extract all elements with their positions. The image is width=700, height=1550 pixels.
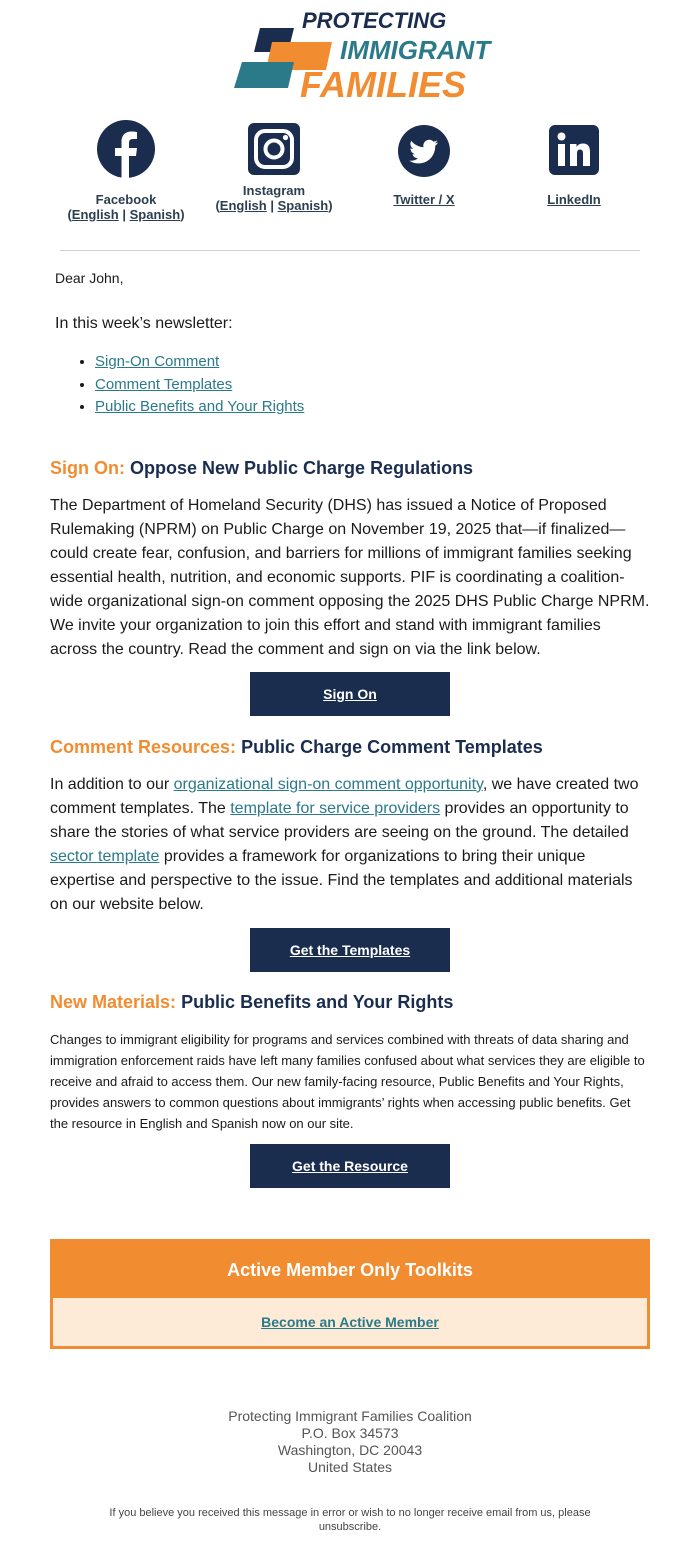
facebook-english-link[interactable]: English <box>71 207 119 222</box>
linkedin-link[interactable]: LinkedIn <box>547 192 601 207</box>
paren-close: ) <box>328 198 333 213</box>
member-box-title: Active Member Only Toolkits <box>227 1259 473 1280</box>
separator: | <box>270 198 274 213</box>
section-heading-sign-on <box>50 458 473 479</box>
twitter-link[interactable]: Twitter / X <box>393 192 455 207</box>
heading-title: Public Benefits and Your Rights <box>181 992 454 1012</box>
body-text: provides a framework for organizations to bring their unique expertise and perspective to the issue. Find the templates and additional materials on our website below. <box>50 848 633 913</box>
linkedin-icon[interactable] <box>549 125 599 175</box>
service-provider-template-link[interactable]: template for service providers <box>230 800 441 817</box>
footer-po: P.O. Box 34573 <box>301 1425 399 1441</box>
social-twitter <box>354 120 494 207</box>
body-text: In addition to our <box>50 776 174 793</box>
newsletter-intro: In this week’s newsletter: <box>55 315 233 332</box>
instagram-lang-links <box>204 198 344 213</box>
divider <box>60 250 640 251</box>
unsubscribe-notice[interactable]: If you believe you received this message in error or wish to no longer receive email from us, please unsubscribe. <box>109 1507 591 1533</box>
twitter-icon[interactable] <box>398 125 450 177</box>
sector-template-link[interactable]: sector template <box>50 848 160 865</box>
pif-logo[interactable] <box>232 8 491 105</box>
heading-accent: New Materials: <box>50 992 177 1012</box>
footer-country: United States <box>307 1459 393 1475</box>
list-item <box>95 351 304 374</box>
body-text: provides an opportunity to share the stories of what service providers are seeing on the ground. The detailed <box>50 800 629 841</box>
toc-link-templates[interactable]: Comment Templates <box>95 375 233 393</box>
newsletter-toc <box>55 351 304 419</box>
section-body-sign-on: The Department of Homeland Security (DHS) has issued a Notice of Proposed Rulemaking (NPRM) on Public Charge on November 19, 2025 that—if finalized—could create fear, confusion, and barriers for millions of immigrant families seeking essential health, nutrition, and economic supports. PIF is coordinating a coalition-wide organizational sign-on comment opposing the 2025 DHS Public Charge NPRM. We invite your organization to join this effort and stand with immigrant families across the country. Read the comment and sign on via the link below. <box>50 497 650 658</box>
get-templates-button[interactable]: Get the Templates <box>250 928 450 972</box>
section-body-templates <box>50 773 650 917</box>
paren-open: ( <box>67 207 72 222</box>
instagram-label: Instagram <box>242 183 306 198</box>
logo-line-1: PROTECTING <box>302 8 447 33</box>
facebook-spanish-link[interactable]: Spanish <box>129 207 181 222</box>
get-resource-button[interactable]: Get the Resource <box>250 1144 450 1188</box>
paren-close: ) <box>180 207 185 222</box>
member-toolkits-box <box>50 1239 650 1349</box>
footer-org: Protecting Immigrant Families Coalition <box>228 1408 472 1424</box>
facebook-lang-links <box>56 207 196 222</box>
section-heading-benefits <box>50 992 453 1013</box>
sign-on-opportunity-link[interactable]: organizational sign-on comment opportunity <box>173 776 483 793</box>
footer-address <box>0 1408 700 1476</box>
social-linkedin <box>504 120 644 207</box>
instagram-icon[interactable] <box>248 123 300 175</box>
separator: | <box>122 207 126 222</box>
heading-accent: Comment Resources: <box>50 737 237 757</box>
social-facebook <box>56 120 196 222</box>
footer-city: Washington, DC 20043 <box>277 1442 423 1458</box>
body-text: , we have created two comment templates. The <box>50 776 639 817</box>
greeting: Dear John, <box>55 270 124 286</box>
logo-line-3: FAMILIES <box>300 64 467 105</box>
become-member-link[interactable]: Become an Active Member <box>261 1314 439 1330</box>
social-instagram <box>204 120 344 213</box>
facebook-icon[interactable] <box>97 120 155 178</box>
section-heading-templates <box>50 737 543 758</box>
heading-title: Public Charge Comment Templates <box>241 737 543 757</box>
toc-link-benefits[interactable]: Public Benefits and Your Rights <box>95 398 305 415</box>
member-box-footer <box>53 1298 647 1346</box>
instagram-spanish-link[interactable]: Spanish <box>277 198 329 213</box>
list-item <box>95 374 304 397</box>
list-item <box>95 396 304 419</box>
heading-title: Oppose New Public Charge Regulations <box>130 458 474 478</box>
logo-line-2: IMMIGRANT <box>340 35 491 65</box>
section-body-benefits: Changes to immigrant eligibility for programs and services combined with threats of data sharing and immigration enforcement raids have left many families confused about what services they are eligible to receive and afraid to access them. Our new family-facing resource, Public Benefits and Your Rights, provides answers to common questions about immigrants’ rights when accessing public benefits. Get the resource in English and Spanish now on our site. <box>50 1032 645 1131</box>
heading-accent: Sign On: <box>50 458 125 478</box>
sign-on-button[interactable]: Sign On <box>250 672 450 716</box>
instagram-english-link[interactable]: English <box>219 198 267 213</box>
facebook-label: Facebook <box>95 192 157 207</box>
paren-open: ( <box>215 198 220 213</box>
toc-link-sign-on[interactable]: Sign-On Comment <box>95 353 220 370</box>
